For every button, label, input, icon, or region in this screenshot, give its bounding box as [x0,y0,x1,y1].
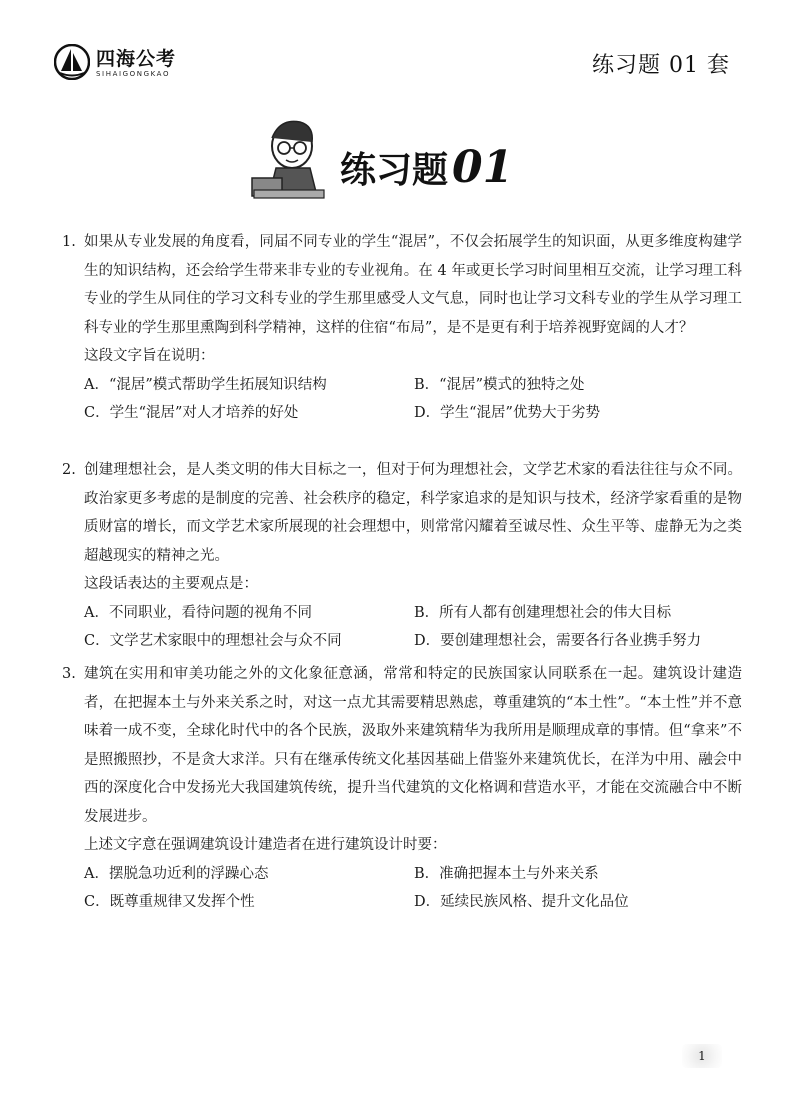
option-list [84,599,742,656]
sailboat-logo-icon [54,44,90,80]
student-mascot-icon [240,112,335,204]
brand-logo [54,42,204,86]
page-number: 1 [682,1044,722,1068]
option-b[interactable]: B．准确把握本土与外来关系 [414,865,599,882]
option-c[interactable]: C．既尊重规律又发挥个性 [84,894,255,910]
option-d[interactable]: D．学生“混居”优势大于劣势 [414,405,600,421]
option-list [84,371,742,428]
option-b[interactable]: B．所有人都有创建理想社会的伟大目标 [414,604,672,621]
option-b[interactable]: B．“混居”模式的独特之处 [414,376,585,393]
option-c[interactable]: C．学生“混居”对人才培养的好处 [84,405,299,421]
brand-name-latin: SIHAIGONGKAO [96,70,171,78]
title-banner [240,112,530,204]
option-a[interactable]: A．摆脱急功近利的浮躁心态 [84,865,269,882]
option-d[interactable]: D．延续民族风格、提升文化品位 [414,894,629,910]
page-title [340,142,513,193]
option-a[interactable]: A．不同职业，看待问题的视角不同 [84,604,312,621]
page-title-number: 01 [452,142,514,193]
option-d[interactable]: D．要创建理想社会，需要各行各业携手努力 [414,633,702,649]
exercise-set-label: 练习题 01 套 [592,53,730,78]
question-stem: 创建理想社会，是人类文明的伟大目标之一，但对于何为理想社会，文学艺术家的看法往往与众不同。政治家更多考虑的是制度的完善、社会秩序的稳定，科学家追求的是知识与技术，经济学家看重的是物质财富的增长，而文学艺术家所展现的社会理想中，则常常闪耀着至诚尽性、众生平等、虚静无为之类超越现实的精神之光。 [84,462,742,564]
question-prompt: 上述文字意在强调建筑设计建造者在进行建筑设计时要： [84,837,447,853]
question-stem: 建筑在实用和审美功能之外的文化象征意涵，常常和特定的民族国家认同联系在一起。建筑设计建造者，在把握本土与外来关系之时，对这一点尤其需要精思熟虑，尊重建筑的“本土性”。“本土性”并不意味着一成不变，全球化时代中的各个民族，汲取外来建筑精华为我所用是顺理成章的事情。但“拿来”不是照搬照抄，不是贪大求洋。只有在继承传统文化基因基础上借鉴外来建筑优长，在洋为中用、融会中西的深度化合中发扬光大我国建筑传统，提升当代建筑的文化格调和营造水平，才能在交流融合中不断发展进步。 [84,666,742,825]
option-a[interactable]: A．“混居”模式帮助学生拓展知识结构 [84,376,327,393]
question-prompt: 这段话表达的主要观点是： [84,576,258,592]
option-c[interactable]: C．文学艺术家眼中的理想社会与众不同 [84,633,342,649]
brand-name: 四海公考 [96,48,177,70]
page-title-text: 练习题 [340,149,449,191]
question-number: 2. [62,462,76,478]
question-1 [62,228,742,428]
question-prompt: 这段文字旨在说明： [84,348,215,364]
question-number: 3. [62,666,76,682]
question-stem: 如果从专业发展的角度看，同届不同专业的学生“混居”，不仅会拓展学生的知识面，从更多维度构建学生的知识结构，还会给学生带来非专业的专业视角。在 4 年或更长学习时间里相互交流，让学习理工科专业的学生从同住的学习文科专业的学生那里感受人文气息，同时也让学习文科专业的学生从学习理工科专业的学生那里熏陶到科学精神，这样的住宿“布局”，是不是更有利于培养视野宽阔的人才？ [84,234,742,336]
question-2 [62,456,742,656]
question-number: 1. [62,234,76,250]
question-3 [62,660,742,917]
option-list [84,860,742,917]
